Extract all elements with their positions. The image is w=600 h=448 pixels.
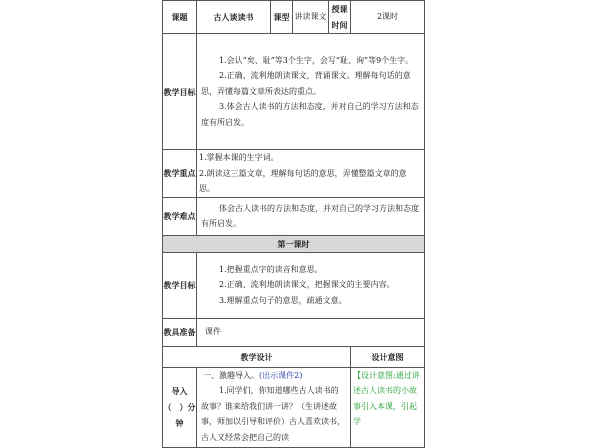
goals-row <box>163 34 425 150</box>
lesson1-goal-item: 3.理解重点句子的意思，疏通文意。 <box>219 295 347 305</box>
time-label: 授课时间 <box>329 1 351 34</box>
key-point-item: 2.朗读这三篇文章，理解每句话的意思，弄懂整篇文章的意思。 <box>199 168 407 193</box>
step-body: 1.同学们，你知道哪些古人读书的故事？谁来给我们讲一讲？（生讲述故事，师加以引导和评价）古人喜欢读书，古人又经常会把自己的读 <box>201 386 345 442</box>
difficulties-label: 教学难点 <box>163 197 197 235</box>
lesson-plan-table <box>162 0 425 448</box>
goal-item: 2.正确、流利地朗读课文，背诵课文。理解每句话的意思，弄懂每篇文章所表达的重点。 <box>201 71 411 96</box>
lesson1-goals-row <box>163 252 425 318</box>
lesson1-goal-item: 1.把握重点字的读音和意思。 <box>219 264 323 274</box>
step-title: 一、激趣导入。 <box>203 370 259 380</box>
lesson1-title: 第一课时 <box>163 235 425 252</box>
intro-minutes-label: （ ）分钟 <box>163 402 196 428</box>
intro-label: 导入 <box>171 386 188 396</box>
time-value: 2课时 <box>351 1 425 34</box>
lesson1-goal-item: 2.正确、流利地朗读课文，把握课文的主要内容。 <box>219 280 395 290</box>
step-note: (出示课件2) <box>259 370 303 380</box>
intro-row <box>163 367 425 447</box>
key-points-row <box>163 150 425 198</box>
prep-label: 教具准备 <box>163 318 197 346</box>
design-header-row <box>163 346 425 367</box>
step-title-line <box>197 368 350 384</box>
prep-value: 课件 <box>205 327 221 337</box>
topic-value: 古人谈读书 <box>197 1 271 34</box>
intent-col-header: 设计意图 <box>351 346 425 367</box>
goals-label: 教学目标 <box>163 34 197 150</box>
key-points-label: 教学重点 <box>163 150 197 198</box>
intent-text: 【设计意图:通过讲述古人读书的小故事引入本课，引起学 <box>353 370 420 426</box>
lesson1-title-row <box>163 235 425 252</box>
topic-label: 课题 <box>163 1 197 34</box>
design-col-header: 教学设计 <box>163 346 351 367</box>
goal-item: 3.体会古人读书的方法和态度，并对自己的学习方法和态度有所启发。 <box>201 102 419 127</box>
prep-row <box>163 318 425 346</box>
type-value: 讲读课文 <box>293 1 329 34</box>
lesson-plan-sheet <box>162 0 424 442</box>
lesson1-goals-label: 教学目标 <box>163 252 197 318</box>
type-label: 课型 <box>271 1 293 34</box>
header-row <box>163 1 425 34</box>
goal-item: 1.会认“矣、耻”等3个生字，会写“耻、询”等9个生字。 <box>219 55 414 65</box>
key-points-content <box>197 150 425 198</box>
difficulties-row <box>163 197 425 235</box>
goals-content <box>197 34 425 150</box>
difficulties-text: 体会古人读书的方法和态度，并对自己的学习方法和态度有所启发。 <box>201 203 419 228</box>
key-point-item: 1.掌握本课的生字词。 <box>199 153 279 162</box>
